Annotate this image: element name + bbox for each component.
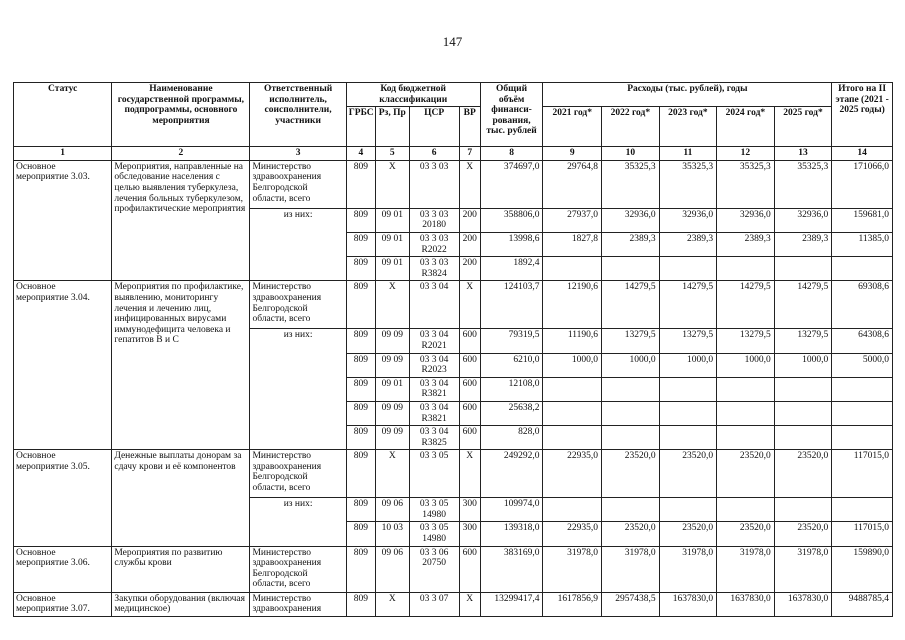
cell-csr: 03 3 04 R2021	[409, 329, 459, 353]
cell-y3: 13279,5	[659, 329, 717, 353]
cell-rzpr: 09 09	[376, 401, 409, 425]
cell-rzpr: 09 09	[376, 426, 409, 450]
cell-rzpr: X	[376, 281, 409, 329]
table-body	[14, 147, 893, 617]
cell-total: 139318,0	[480, 522, 543, 546]
cell-csr: 03 3 05	[409, 450, 459, 498]
cell-vr: 600	[459, 377, 480, 401]
cell-sum: 159890,0	[832, 546, 893, 592]
cell-y3: 23520,0	[659, 522, 717, 546]
cell-sum	[832, 257, 893, 281]
cell-y5	[774, 498, 832, 522]
cell-csr: 03 3 04 R3821	[409, 377, 459, 401]
page-number: 147	[442, 34, 463, 49]
column-index-cell: 4	[346, 147, 375, 161]
column-index-cell: 14	[832, 147, 893, 161]
cell-y4: 23520,0	[717, 522, 775, 546]
cell-grbs: 809	[346, 377, 375, 401]
column-index-cell: 1	[14, 147, 112, 161]
column-index-cell: 13	[774, 147, 832, 161]
cell-csr: 03 3 04	[409, 281, 459, 329]
cell-y5: 23520,0	[774, 450, 832, 498]
cell-grbs: 809	[346, 426, 375, 450]
cell-sum: 11385,0	[832, 232, 893, 256]
cell-sum: 171066,0	[832, 160, 893, 208]
sub-label-cell: из них:	[250, 498, 346, 546]
cell-total: 124103,7	[480, 281, 543, 329]
header-csr: ЦСР	[409, 107, 459, 147]
table-row	[14, 592, 893, 616]
cell-sum: 117015,0	[832, 522, 893, 546]
cell-vr: 600	[459, 401, 480, 425]
cell-y3: 35325,3	[659, 160, 717, 208]
cell-rzpr: 09 06	[376, 546, 409, 592]
executor-cell: Министерство здравоохранения Белгородской области, всего	[250, 546, 346, 592]
cell-csr: 03 3 07	[409, 592, 459, 616]
column-index-cell: 12	[717, 147, 775, 161]
cell-vr: 600	[459, 353, 480, 377]
cell-y4: 32936,0	[717, 208, 775, 232]
cell-rzpr: X	[376, 160, 409, 208]
cell-total: 79319,5	[480, 329, 543, 353]
cell-vr: 200	[459, 208, 480, 232]
cell-y3: 1000,0	[659, 353, 717, 377]
cell-total: 12108,0	[480, 377, 543, 401]
cell-csr: 03 3 04 R3821	[409, 401, 459, 425]
header-grbs: ГРБС	[346, 107, 375, 147]
measure-name-cell: Денежные выплаты донорам за сдачу крови и её компонентов	[112, 450, 250, 546]
cell-grbs: 809	[346, 592, 375, 616]
header-expenses: Расходы (тыс. рублей), годы	[543, 83, 832, 107]
measure-name-cell: Мероприятия, направленные на обследование населения с целью выявления туберкулеза, лечения больных туберкулезом, профилактические мероприятия	[112, 160, 250, 281]
cell-total: 383169,0	[480, 546, 543, 592]
cell-grbs: 809	[346, 281, 375, 329]
status-cell: Основное мероприятие 3.03.	[14, 160, 112, 281]
cell-y3: 1637830,0	[659, 592, 717, 616]
cell-y1	[543, 377, 602, 401]
table-row	[14, 450, 893, 498]
cell-csr: 03 3 04 R3825	[409, 426, 459, 450]
status-cell: Основное мероприятие 3.06.	[14, 546, 112, 592]
cell-y2: 23520,0	[602, 450, 660, 498]
cell-vr: 600	[459, 426, 480, 450]
executor-cell: Министерство здравоохранения Белгородской области, всего	[250, 450, 346, 498]
cell-csr: 03 3 04 R2023	[409, 353, 459, 377]
cell-y1: 22935,0	[543, 450, 602, 498]
cell-y5	[774, 401, 832, 425]
cell-vr: 200	[459, 232, 480, 256]
cell-csr: 03 3 05 14980	[409, 498, 459, 522]
cell-y2: 13279,5	[602, 329, 660, 353]
cell-y1: 22935,0	[543, 522, 602, 546]
cell-grbs: 809	[346, 329, 375, 353]
cell-y3: 32936,0	[659, 208, 717, 232]
cell-y2: 2389,3	[602, 232, 660, 256]
column-index-cell: 2	[112, 147, 250, 161]
cell-y1: 1617856,9	[543, 592, 602, 616]
cell-y2: 23520,0	[602, 522, 660, 546]
cell-y2: 31978,0	[602, 546, 660, 592]
cell-vr: 300	[459, 522, 480, 546]
cell-y5: 2389,3	[774, 232, 832, 256]
cell-y1: 27937,0	[543, 208, 602, 232]
cell-rzpr: 09 09	[376, 353, 409, 377]
executor-cell: Министерство здравоохранения Белгородской области, всего	[250, 160, 346, 208]
cell-rzpr: 10 03	[376, 522, 409, 546]
cell-sum: 64308,6	[832, 329, 893, 353]
cell-y5: 13279,5	[774, 329, 832, 353]
cell-vr: X	[459, 281, 480, 329]
cell-y3	[659, 426, 717, 450]
status-cell: Основное мероприятие 3.04.	[14, 281, 112, 450]
table-row	[14, 160, 893, 208]
cell-y4	[717, 401, 775, 425]
cell-y4: 14279,5	[717, 281, 775, 329]
header-executor: Ответственный исполнитель, соисполнители, участники	[250, 83, 346, 147]
header-y2025: 2025 год*	[774, 107, 832, 147]
cell-y1	[543, 257, 602, 281]
status-cell: Основное мероприятие 3.05.	[14, 450, 112, 546]
cell-y4: 1000,0	[717, 353, 775, 377]
column-index-cell: 10	[602, 147, 660, 161]
cell-y2	[602, 426, 660, 450]
cell-y1: 12190,6	[543, 281, 602, 329]
cell-sum	[832, 377, 893, 401]
cell-y3	[659, 377, 717, 401]
cell-y5: 14279,5	[774, 281, 832, 329]
cell-vr: 200	[459, 257, 480, 281]
sub-label-cell: из них:	[250, 329, 346, 450]
measure-name-cell: Мероприятия по развитию службы крови	[112, 546, 250, 592]
cell-y3: 31978,0	[659, 546, 717, 592]
cell-total: 828,0	[480, 426, 543, 450]
cell-y3	[659, 498, 717, 522]
cell-rzpr: 09 01	[376, 377, 409, 401]
cell-rzpr: 09 06	[376, 498, 409, 522]
sub-label-cell: из них:	[250, 208, 346, 281]
cell-sum	[832, 498, 893, 522]
cell-csr: 03 3 05 14980	[409, 522, 459, 546]
cell-y5: 35325,3	[774, 160, 832, 208]
cell-y5: 1637830,0	[774, 592, 832, 616]
cell-rzpr: 09 01	[376, 208, 409, 232]
measure-name-cell: Закупки оборудования (включая медицинское)	[112, 592, 250, 616]
cell-grbs: 809	[346, 208, 375, 232]
header-status: Статус	[14, 83, 112, 147]
header-y2023: 2023 год*	[659, 107, 717, 147]
cell-y1	[543, 401, 602, 425]
cell-sum	[832, 401, 893, 425]
table-row	[14, 546, 893, 592]
cell-y2	[602, 401, 660, 425]
cell-total: 13998,6	[480, 232, 543, 256]
cell-csr: 03 3 03	[409, 160, 459, 208]
column-index-cell: 8	[480, 147, 543, 161]
cell-grbs: 809	[346, 522, 375, 546]
cell-y1: 31978,0	[543, 546, 602, 592]
cell-rzpr: X	[376, 450, 409, 498]
executor-cell: Министерство здравоохранения	[250, 592, 346, 616]
cell-grbs: 809	[346, 450, 375, 498]
cell-y2: 35325,3	[602, 160, 660, 208]
cell-y3: 14279,5	[659, 281, 717, 329]
cell-y5: 23520,0	[774, 522, 832, 546]
cell-y5	[774, 377, 832, 401]
cell-vr: 300	[459, 498, 480, 522]
cell-y1: 1000,0	[543, 353, 602, 377]
cell-rzpr: 09 01	[376, 232, 409, 256]
cell-total: 1892,4	[480, 257, 543, 281]
cell-vr: X	[459, 592, 480, 616]
cell-csr: 03 3 03 20180	[409, 208, 459, 232]
cell-vr: 600	[459, 546, 480, 592]
header-stage-total: Итого на II этапе (2021 - 2025 годы)	[832, 83, 893, 147]
executor-cell: Министерство здравоохранения Белгородской области, всего	[250, 281, 346, 329]
cell-total: 109974,0	[480, 498, 543, 522]
cell-rzpr: 09 01	[376, 257, 409, 281]
cell-y1: 11190,6	[543, 329, 602, 353]
header-y2022: 2022 год*	[602, 107, 660, 147]
cell-y1: 1827,8	[543, 232, 602, 256]
cell-grbs: 809	[346, 401, 375, 425]
column-index-cell: 3	[250, 147, 346, 161]
column-index-cell: 6	[409, 147, 459, 161]
cell-y2	[602, 377, 660, 401]
cell-total: 249292,0	[480, 450, 543, 498]
cell-rzpr: 09 09	[376, 329, 409, 353]
cell-vr: X	[459, 160, 480, 208]
header-total: Общий объём финанси-рования, тыс. рублей	[480, 83, 543, 147]
cell-y4: 2389,3	[717, 232, 775, 256]
cell-total: 374697,0	[480, 160, 543, 208]
budget-table	[13, 82, 893, 617]
header-rzpr: Рз, Пр	[376, 107, 409, 147]
cell-y1	[543, 426, 602, 450]
cell-vr: X	[459, 450, 480, 498]
cell-total: 6210,0	[480, 353, 543, 377]
cell-y2: 1000,0	[602, 353, 660, 377]
header-budget-code: Код бюджетной классификации	[346, 83, 480, 107]
cell-grbs: 809	[346, 353, 375, 377]
measure-name-cell: Мероприятия по профилактике, выявлению, мониторингу лечения и лечению лиц, инфицированных вирусами иммунодефицита человека и гепатитов В и С	[112, 281, 250, 450]
cell-csr: 03 3 06 20750	[409, 546, 459, 592]
cell-y2: 2957438,5	[602, 592, 660, 616]
budget-table-wrap	[13, 82, 893, 617]
column-index-cell: 7	[459, 147, 480, 161]
cell-y4: 35325,3	[717, 160, 775, 208]
cell-y2: 14279,5	[602, 281, 660, 329]
cell-grbs: 809	[346, 498, 375, 522]
cell-y5	[774, 426, 832, 450]
cell-y3: 23520,0	[659, 450, 717, 498]
cell-y2: 32936,0	[602, 208, 660, 232]
cell-y3: 2389,3	[659, 232, 717, 256]
cell-y4	[717, 377, 775, 401]
status-cell: Основное мероприятие 3.07.	[14, 592, 112, 616]
cell-y2	[602, 498, 660, 522]
cell-grbs: 809	[346, 232, 375, 256]
cell-y4	[717, 257, 775, 281]
cell-y4	[717, 426, 775, 450]
cell-csr: 03 3 03 R3824	[409, 257, 459, 281]
cell-y5	[774, 257, 832, 281]
cell-rzpr: X	[376, 592, 409, 616]
cell-y3	[659, 401, 717, 425]
header-y2024: 2024 год*	[717, 107, 775, 147]
header-vr: ВР	[459, 107, 480, 147]
cell-y4: 13279,5	[717, 329, 775, 353]
column-index-row	[14, 147, 893, 161]
cell-total: 25638,2	[480, 401, 543, 425]
cell-y5: 1000,0	[774, 353, 832, 377]
cell-y3	[659, 257, 717, 281]
cell-grbs: 809	[346, 546, 375, 592]
cell-y5: 31978,0	[774, 546, 832, 592]
cell-y5: 32936,0	[774, 208, 832, 232]
cell-csr: 03 3 03 R2022	[409, 232, 459, 256]
cell-sum: 159681,0	[832, 208, 893, 232]
column-index-cell: 9	[543, 147, 602, 161]
cell-y4: 23520,0	[717, 450, 775, 498]
cell-sum: 5000,0	[832, 353, 893, 377]
table-row	[14, 281, 893, 329]
header-y2021: 2021 год*	[543, 107, 602, 147]
cell-y1: 29764,8	[543, 160, 602, 208]
cell-grbs: 809	[346, 257, 375, 281]
cell-sum: 9488785,4	[832, 592, 893, 616]
cell-sum: 117015,0	[832, 450, 893, 498]
cell-y4: 1637830,0	[717, 592, 775, 616]
cell-total: 13299417,4	[480, 592, 543, 616]
cell-vr: 600	[459, 329, 480, 353]
column-index-cell: 11	[659, 147, 717, 161]
cell-y4	[717, 498, 775, 522]
cell-sum: 69308,6	[832, 281, 893, 329]
cell-y1	[543, 498, 602, 522]
column-index-cell: 5	[376, 147, 409, 161]
header-name: Наименование государственной программы, подпрограммы, основного мероприятия	[112, 83, 250, 147]
cell-y4: 31978,0	[717, 546, 775, 592]
cell-total: 358806,0	[480, 208, 543, 232]
cell-grbs: 809	[346, 160, 375, 208]
cell-sum	[832, 426, 893, 450]
cell-y2	[602, 257, 660, 281]
